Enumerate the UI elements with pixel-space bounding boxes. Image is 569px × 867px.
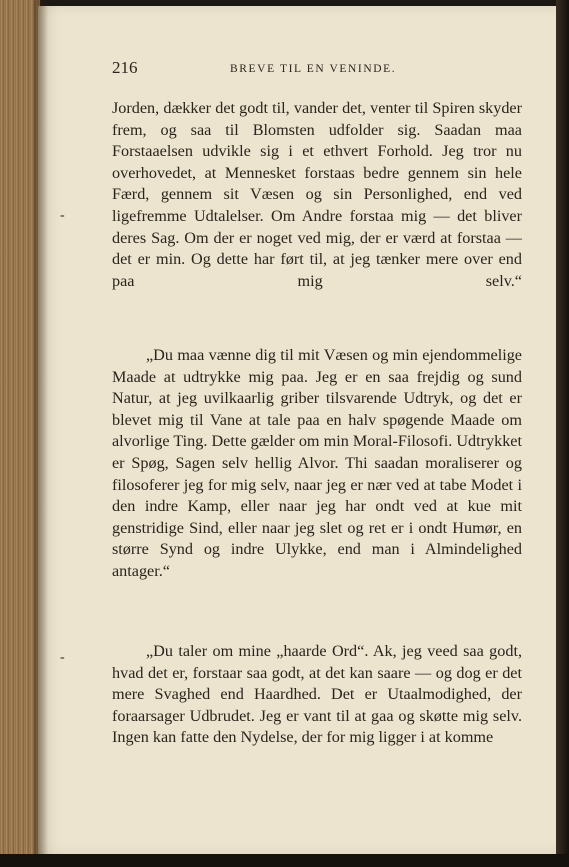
paragraph-2: „Du maa vænne dig til mit Væsen og min ejendommelige Maade at udtrykke mig paa. Jeg er en saa frejdig og sund Natur, at jeg uvilkaarlig griber tilsvarende Udtryk, og det er blevet mig til Vane at tale paa en halv spøgende Maade om alvorlige Ting. Dette gælder om min Moral-Filosofi. Udtrykket er Spøg, Sagen selv hellig Alvor. Thi saadan moraliserer og filosoferer jeg for mig selv, naar jeg er nær ved at tabe Modet i den indre Kamp, eller naar jeg har ondt ved at kue mit genstridige Sind, eller naar jeg slet og ret er i ondt Humør, en større Synd og indre Ulykke, end man i Almindelighed antager.“ [112,346,522,580]
running-head: BREVE TIL EN VENINDE. [230,63,397,75]
margin-mark: - [60,650,65,665]
gutter-shadow [34,0,48,867]
right-page-edge [556,0,569,867]
paragraph-1: Jorden, dækker det godt til, vander det, venter til Spiren skyder frem, og saa til Blomsten udfolder sig. Saadan maa Forstaaelsen udvikle sig i et ethvert Forhold. Jeg tror nu overhovedet, at Mennesket forstaas bedre gennem sin hele Færd, gennem sit Væsen og sin Personlighed, end ved ligefremme Udtalelser. Om Andre forstaa mig — det bliver deres Sag. Om der er noget ved mig, der er værd at forstaa — det er min. Og dette har ført til, at jeg tænker mere over end paa mig selv.“ [112,99,522,290]
page-header [112,58,522,80]
margin-mark: - [60,208,65,223]
bottom-page-edge [0,854,569,867]
page-number: 216 [112,58,138,77]
paragraph-3: „Du taler om mine „haarde Ord“. Ak, jeg veed saa godt, hvad det er, forstaar saa godt, at det kan saare — og dog er det mere Svaghed end Haardhed. Det er Utaalmodighed, der foraarsager Udbrudet. Jeg er vant til at gaa og skøtte mig selv. Ingen kan fatte den Nydelse, der for mig ligger i at komme [112,642,522,747]
